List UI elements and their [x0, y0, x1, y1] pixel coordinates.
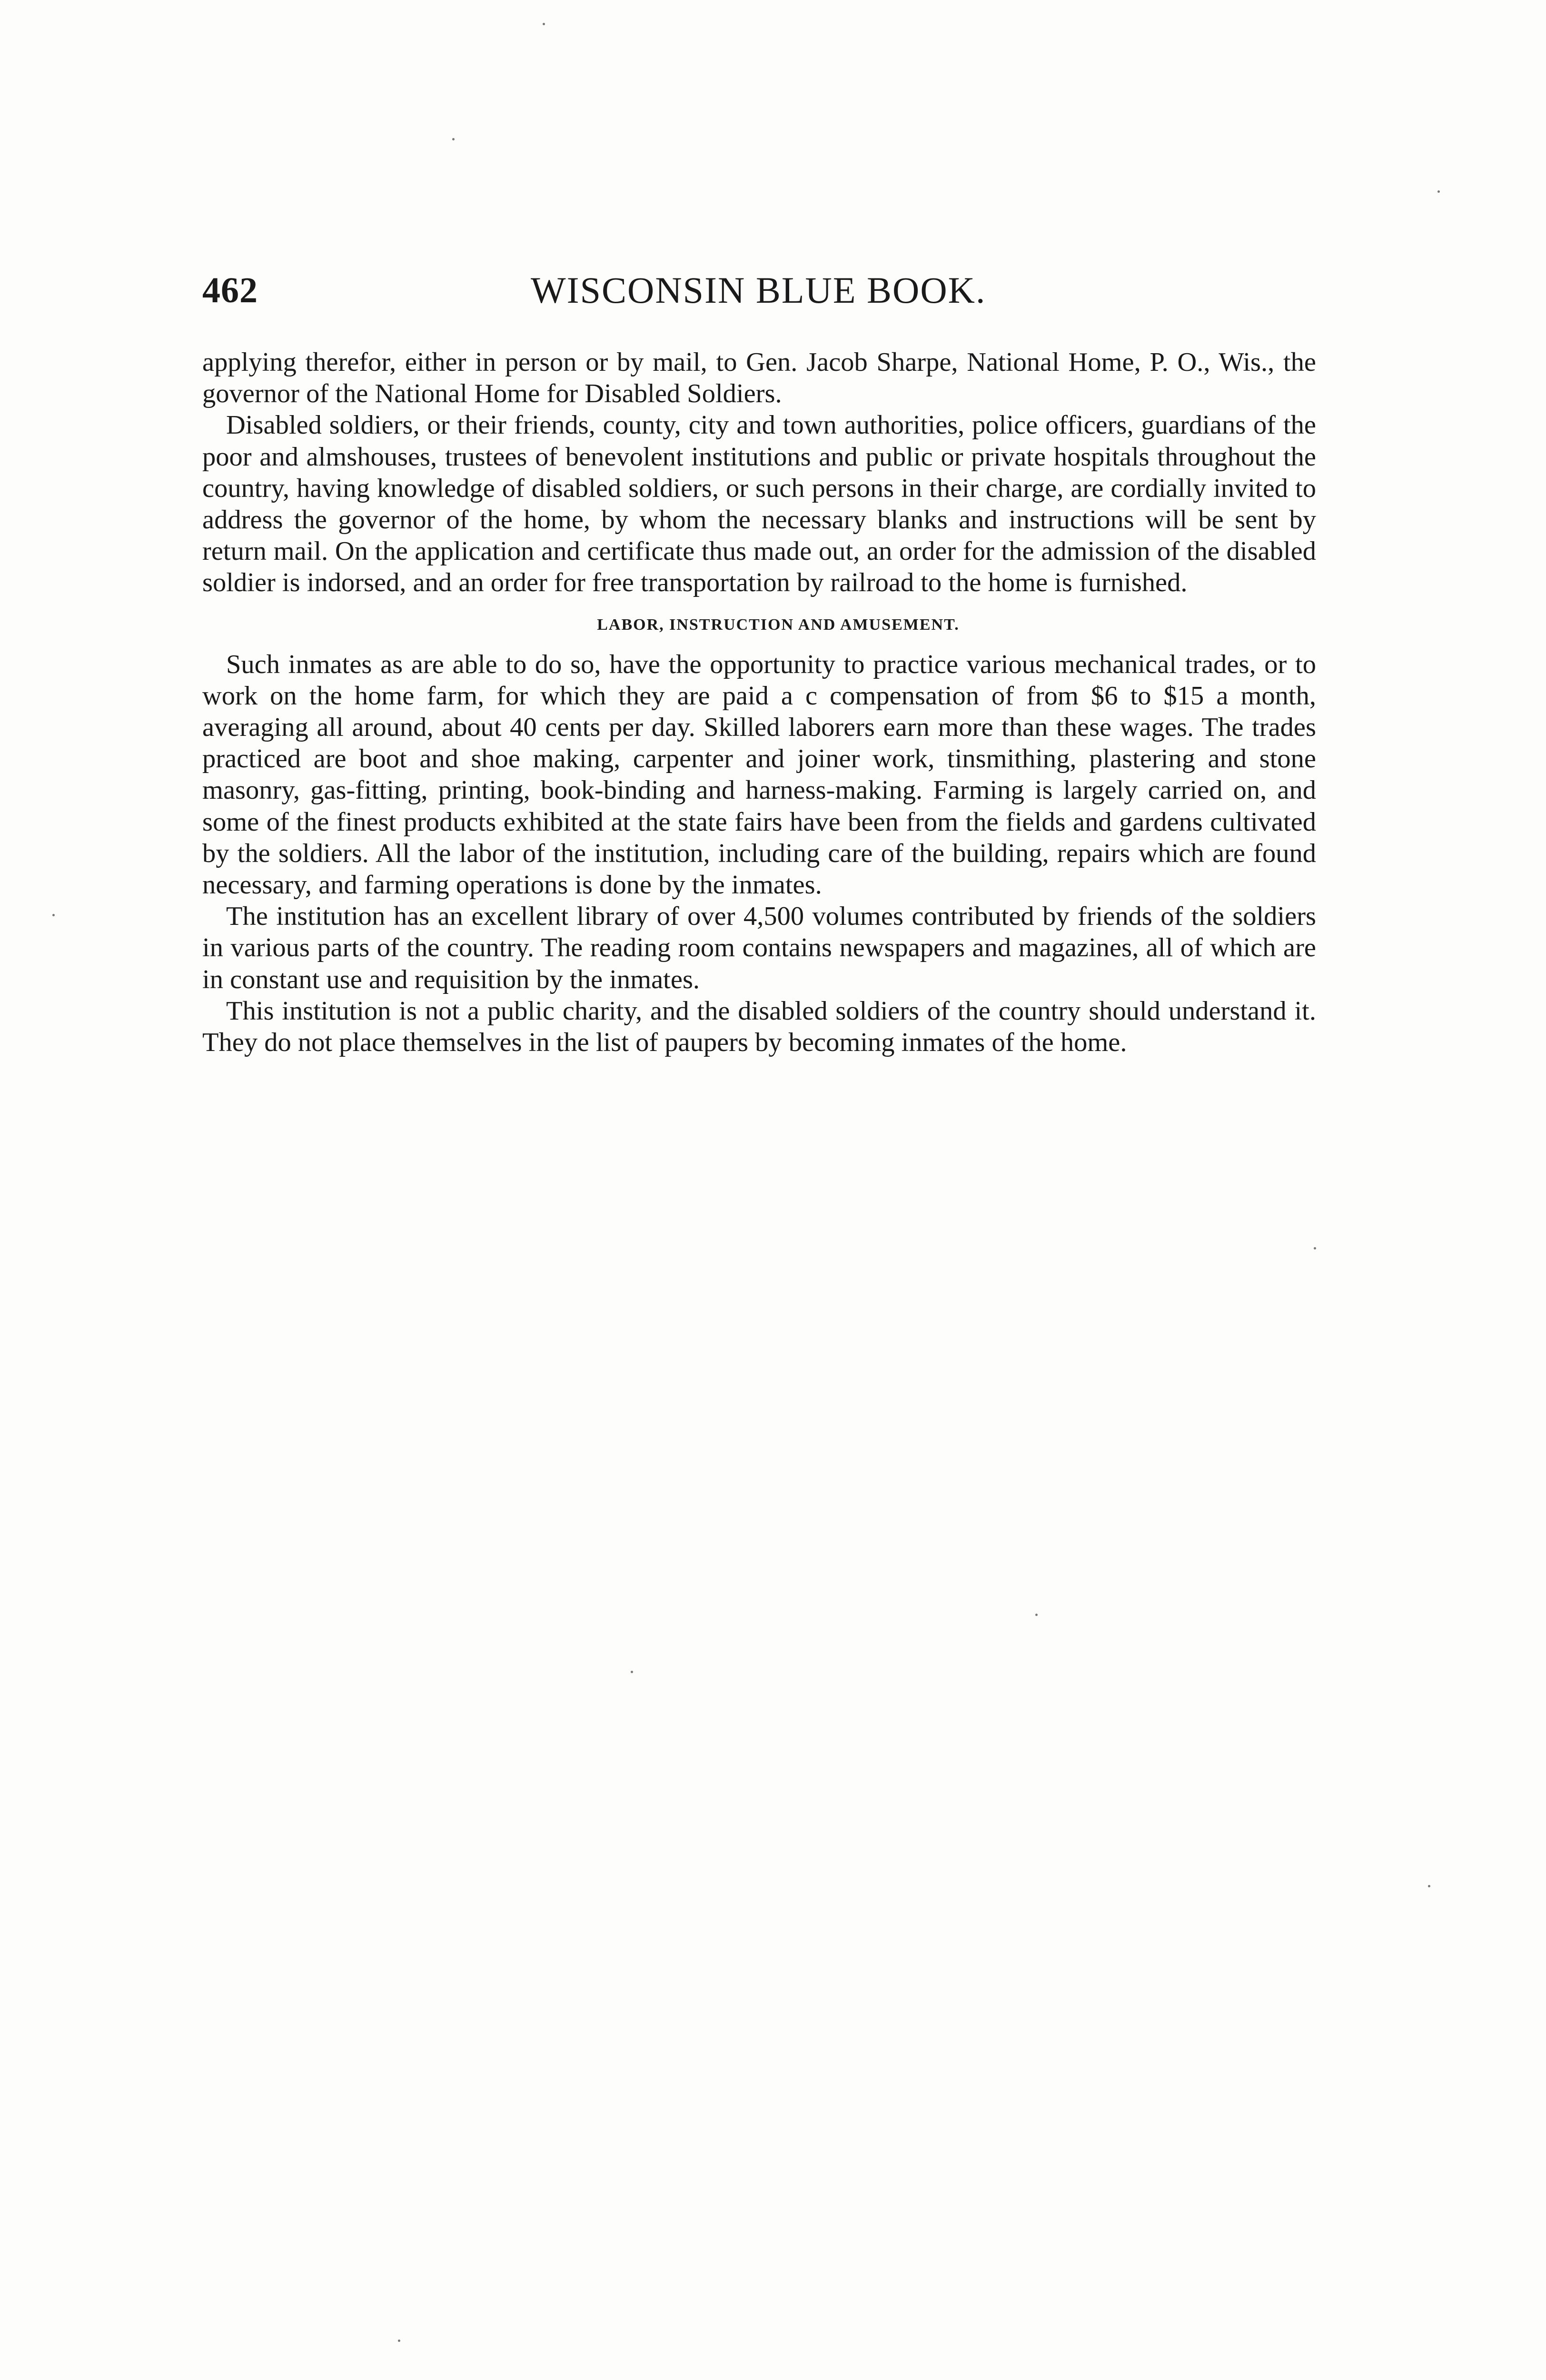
body-text — [202, 347, 1316, 1058]
scan-speck — [1428, 1885, 1430, 1887]
paragraph-continuation: applying therefor, either in person or by mail, to Gen. Jacob Sharpe, National Home, P. O., Wis., the governor of the National Home for Disabled Soldiers. — [202, 347, 1316, 409]
scan-speck — [1437, 190, 1440, 193]
paragraph-disabled-soldiers: Disabled soldiers, or their friends, county, city and town authorities, police officers, guardians of the poor and almshouses, trustees of benevolent institutions and public or private hospitals throughout the country, having knowledge of disabled soldiers, or such persons in their charge, are cordially invited to address the governor of the home, by whom the necessary blanks and instructions will be sent by return mail. On the application and certificate thus made out, an order for the admission of the disabled soldier is indorsed, and an order for free transportation by railroad to the home is furnished. — [202, 410, 1316, 598]
paragraph-library: The institution has an excellent library of over 4,500 volumes contributed by friends of the soldiers in various parts of the country. The reading room contains newspapers and magazines, all of which are in constant use and requisition by the inmates. — [202, 902, 1316, 994]
running-head: WISCONSIN BLUE BOOK. — [531, 269, 986, 311]
paragraph-trades: Such inmates as are able to do so, have the opportunity to practice various mechanical trades, or to work on the home farm, for which they are paid a c compensation of from $6 to $15 a month, averaging all around, about 40 cents per day. Skilled laborers earn more than these wages. The trades practiced are boot and shoe making, carpenter and joiner work, tinsmithing, plastering and stone masonry, gas-fitting, printing, book-binding and harness-making. Farming is largely carried on, and some of the finest products exhibited at the state fairs have been from the fields and gardens cultivated by the soldiers. All the labor of the institution, including care of the building, repairs which are found necessary, and farming operations is done by the inmates. — [202, 649, 1316, 900]
page-header — [202, 267, 1321, 324]
scan-speck — [1314, 1247, 1316, 1250]
section-heading: LABOR, INSTRUCTION AND AMUSEMENT. — [597, 615, 960, 634]
scan-speck — [631, 1671, 633, 1673]
scan-speck — [452, 138, 455, 140]
scan-speck — [1035, 1614, 1038, 1616]
scan-speck — [543, 23, 545, 25]
paragraph-charity: This institution is not a public charity, and the disabled soldiers of the country should understand it. They do not place themselves in the list of paupers by becoming inmates of the home. — [202, 996, 1316, 1058]
page-number: 462 — [202, 270, 258, 310]
scan-speck — [398, 2340, 400, 2342]
scan-speck — [52, 914, 55, 916]
